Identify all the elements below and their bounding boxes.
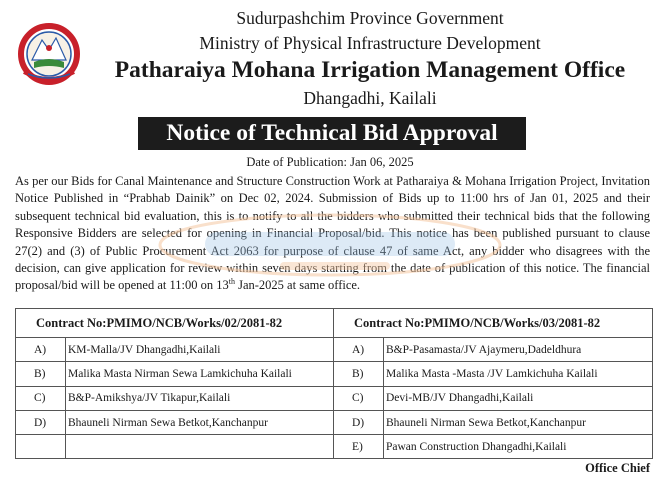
empty-cell: [66, 435, 334, 459]
table-row: [16, 386, 653, 410]
notice-body-ordinal: th: [228, 277, 235, 287]
bidder-label: C): [16, 386, 66, 410]
government-emblem: [12, 22, 86, 88]
bidder-label: A): [16, 338, 66, 362]
bidder-name: Pawan Construction Dhangadhi,Kailali: [384, 435, 653, 459]
bidder-label: A): [334, 338, 384, 362]
bidder-name: Devi-MB/JV Dhangadhi,Kailali: [384, 386, 653, 410]
bidder-name: Bhauneli Nirman Sewa Betkot,Kanchanpur: [66, 410, 334, 434]
notice-body-end: Jan-2025 at same office.: [234, 278, 361, 293]
bidder-name: Bhauneli Nirman Sewa Betkot,Kanchanpur: [384, 410, 653, 434]
bidder-label: E): [334, 435, 384, 459]
notice-body: [15, 173, 650, 295]
empty-cell: [16, 435, 66, 459]
bidders-table: [15, 308, 653, 459]
bidder-label: B): [334, 362, 384, 386]
bidder-name: Malika Masta Nirman Sewa Lamkichuha Kailali: [66, 362, 334, 386]
contract-02-heading: Contract No:PMIMO/NCB/Works/02/2081-82: [16, 309, 334, 338]
office-name: Patharaiya Mohana Irrigation Management Office: [114, 57, 626, 83]
bidder-label: C): [334, 386, 384, 410]
bidder-label: B): [16, 362, 66, 386]
table-row: [16, 338, 653, 362]
bidder-name: B&P-Pasamasta/JV Ajaymeru,Dadeldhura: [384, 338, 653, 362]
bidder-name: Malika Masta -Masta /JV Lamkichuha Kailali: [384, 362, 653, 386]
bidder-name: KM-Malla/JV Dhangadhi,Kailali: [66, 338, 334, 362]
signature-office-chief: Office Chief: [585, 461, 650, 475]
bidder-label: D): [16, 410, 66, 434]
notice-body-main: As per our Bids for Canal Maintenance and Structure Construction Work at Patharaiya & Mohana Irrigation Project, Invitation Notice Published in “Prabhab Dainik” on Dec 02, 2024. Submission of Bids up to 11:00 hrs of Jan 01, 2025 and their subsequent technical bid evaluation, this is to notify to all the bidders who submitted their technical bids that the following Responsive Bidders are selected for opening in Financial Proposal/bid. This notice has been published pursuant to clause 27(2) and (3) of Public Procurement Act 2063 for purpose of clause 47 of same Act, any bidder who disagrees with the decision, can give application for review within seven days starting from the date of publication of this notice. The financial proposal/bid will be opened at 11:00 on 13: [15, 174, 650, 293]
table-row: [16, 362, 653, 386]
ministry-name: Ministry of Physical Infrastructure Development: [199, 33, 541, 53]
notice-title: Notice of Technical Bid Approval: [138, 117, 526, 150]
office-location: Dhangadhi, Kailali: [303, 88, 437, 108]
publication-date: Date of Publication: Jan 06, 2025: [246, 155, 414, 169]
table-row: [16, 435, 653, 459]
bidder-label: D): [334, 410, 384, 434]
contract-03-heading: Contract No:PMIMO/NCB/Works/03/2081-82: [334, 309, 653, 338]
province-name: Sudurpashchim Province Government: [236, 8, 504, 28]
bidder-name: B&P-Amikshya/JV Tikapur,Kailali: [66, 386, 334, 410]
table-row: [16, 410, 653, 434]
